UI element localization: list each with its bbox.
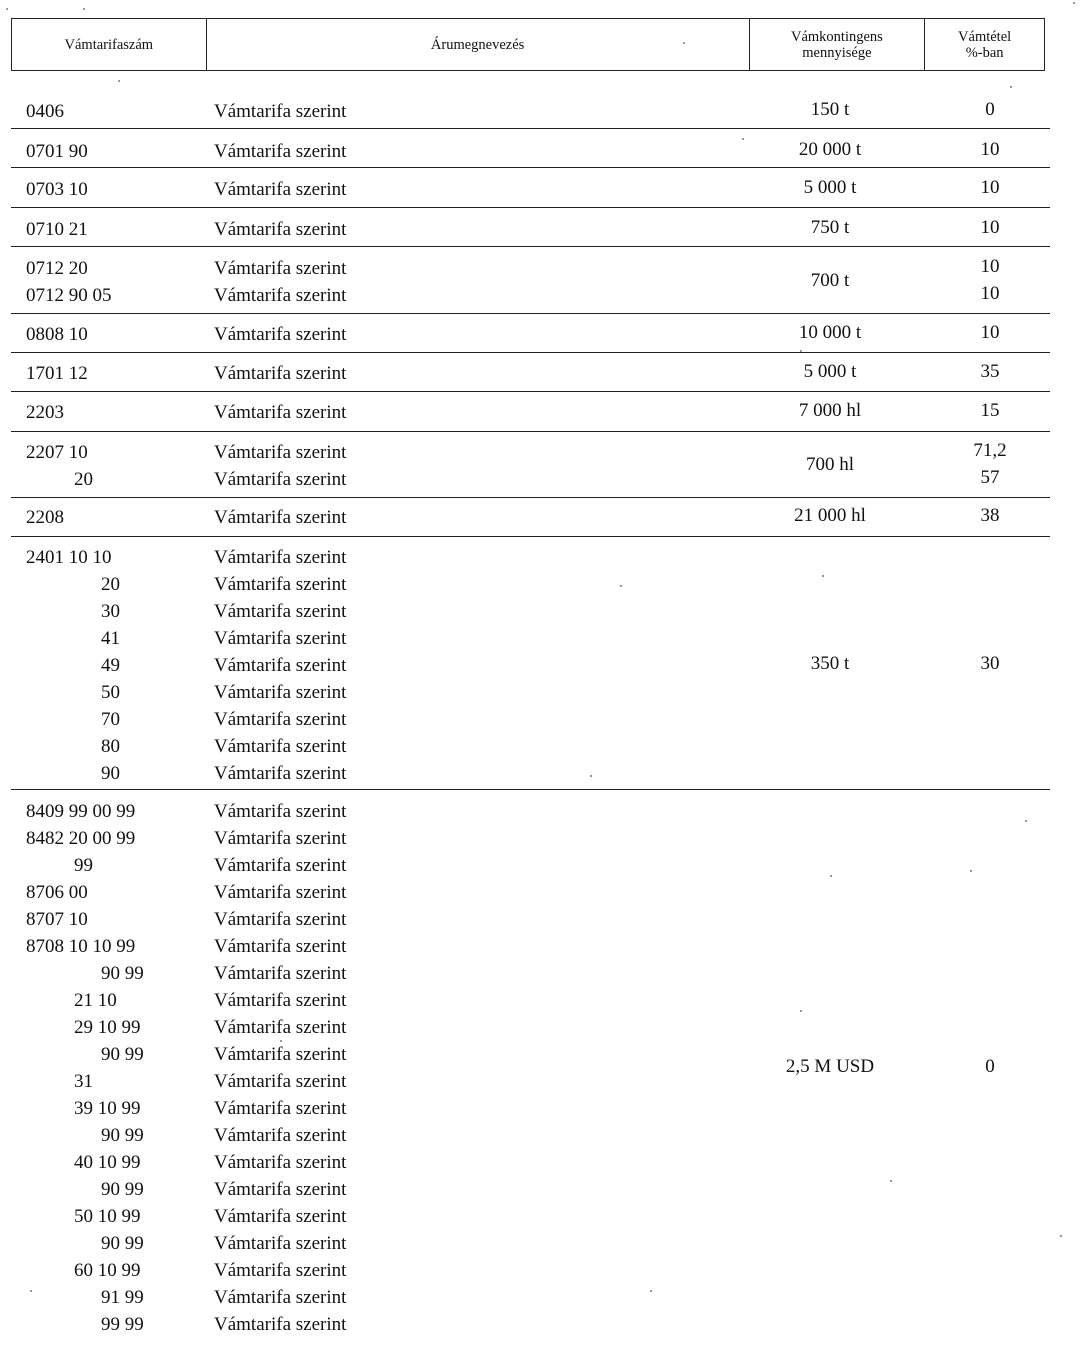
tariff-code: 39 10 99 bbox=[74, 1098, 141, 1119]
goods-name: Vámtarifa szerint bbox=[214, 1044, 347, 1065]
scan-speck bbox=[118, 80, 120, 82]
goods-name: Vámtarifa szerint bbox=[214, 1206, 347, 1227]
tariff-code: 8706 00 bbox=[26, 882, 88, 903]
goods-name: Vámtarifa szerint bbox=[214, 1071, 347, 1092]
goods-name: Vámtarifa szerint bbox=[214, 1017, 347, 1038]
tariff-code: 0406 bbox=[26, 101, 64, 122]
quota-amount: 700 t bbox=[810, 269, 850, 291]
tariff-code: 20 bbox=[74, 469, 93, 490]
goods-name: Vámtarifa szerint bbox=[214, 402, 347, 423]
tariff-code: 90 bbox=[101, 763, 120, 784]
scan-speck bbox=[800, 1010, 802, 1012]
goods-name: Vámtarifa szerint bbox=[214, 1233, 347, 1254]
goods-name: Vámtarifa szerint bbox=[214, 828, 347, 849]
tariff-code: 0712 90 05 bbox=[26, 285, 112, 306]
goods-name: Vámtarifa szerint bbox=[214, 1314, 347, 1335]
goods-name: Vámtarifa szerint bbox=[214, 574, 347, 595]
goods-name: Vámtarifa szerint bbox=[214, 1125, 347, 1146]
scan-speck bbox=[890, 1180, 892, 1182]
goods-name: Vámtarifa szerint bbox=[214, 682, 347, 703]
tariff-code: 49 bbox=[101, 655, 120, 676]
duty-rate: 10 bbox=[980, 322, 1000, 343]
goods-name: Vámtarifa szerint bbox=[214, 655, 347, 676]
goods-name: Vámtarifa szerint bbox=[214, 1179, 347, 1200]
goods-name: Vámtarifa szerint bbox=[214, 601, 347, 622]
duty-rate: 10 bbox=[980, 256, 1000, 277]
tariff-code: 20 bbox=[101, 574, 120, 595]
goods-name: Vámtarifa szerint bbox=[214, 709, 347, 730]
scan-speck bbox=[30, 1290, 32, 1292]
quota-amount: 5 000 t bbox=[803, 361, 857, 382]
scan-speck bbox=[830, 875, 832, 877]
tariff-code: 70 bbox=[101, 709, 120, 730]
goods-name: Vámtarifa szerint bbox=[214, 219, 347, 240]
scan-speck bbox=[970, 870, 972, 872]
tariff-code: 90 99 bbox=[101, 1233, 144, 1254]
scan-speck bbox=[6, 8, 8, 10]
tariff-code: 90 99 bbox=[101, 1125, 144, 1146]
quota-amount: 350 t bbox=[810, 653, 850, 674]
scan-speck bbox=[83, 8, 85, 10]
quota-amount: 150 t bbox=[810, 99, 850, 120]
tariff-code: 41 bbox=[101, 628, 120, 649]
row-separator bbox=[11, 128, 1050, 129]
scan-speck bbox=[280, 1040, 282, 1042]
goods-name: Vámtarifa szerint bbox=[214, 736, 347, 757]
duty-rate: 30 bbox=[980, 653, 1000, 674]
tariff-code: 99 99 bbox=[101, 1314, 144, 1335]
tariff-code: 0808 10 bbox=[26, 324, 88, 345]
tariff-code: 99 bbox=[74, 855, 93, 876]
goods-name: Vámtarifa szerint bbox=[214, 1287, 347, 1308]
duty-rate: 0 bbox=[985, 99, 995, 120]
tariff-code: 2401 10 10 bbox=[26, 547, 112, 568]
tariff-code: 29 10 99 bbox=[74, 1017, 141, 1038]
header-tariff-number: Vámtarifaszám bbox=[12, 19, 207, 70]
tariff-code: 50 bbox=[101, 682, 120, 703]
duty-rate: 71,2 bbox=[973, 440, 1007, 461]
tariff-code: 90 99 bbox=[101, 1044, 144, 1065]
goods-name: Vámtarifa szerint bbox=[214, 101, 347, 122]
duty-rate: 38 bbox=[980, 505, 1000, 526]
goods-name: Vámtarifa szerint bbox=[214, 1098, 347, 1119]
row-separator bbox=[11, 431, 1050, 432]
goods-name: Vámtarifa szerint bbox=[214, 909, 347, 930]
quota-amount: 21 000 hl bbox=[794, 505, 866, 526]
duty-rate: 0 bbox=[985, 1055, 995, 1077]
scan-speck bbox=[800, 350, 802, 352]
quota-amount: 2,5 M USD bbox=[785, 1055, 875, 1077]
tariff-code: 8482 20 00 99 bbox=[26, 828, 136, 849]
row-separator bbox=[11, 352, 1050, 353]
tariff-code: 2208 bbox=[26, 507, 64, 528]
duty-rate: 10 bbox=[980, 217, 1000, 238]
tariff-code: 8708 10 10 99 bbox=[26, 936, 136, 957]
scan-speck bbox=[620, 585, 622, 587]
tariff-code: 21 10 bbox=[74, 990, 117, 1011]
goods-name: Vámtarifa szerint bbox=[214, 258, 347, 279]
row-separator bbox=[11, 789, 1050, 790]
duty-rate: 35 bbox=[980, 361, 1000, 382]
tariff-code: 2203 bbox=[26, 402, 64, 423]
tariff-code: 8409 99 00 99 bbox=[26, 801, 136, 822]
row-separator bbox=[11, 207, 1050, 208]
tariff-code: 60 10 99 bbox=[74, 1260, 141, 1281]
duty-rate: 15 bbox=[980, 400, 1000, 421]
goods-name: Vámtarifa szerint bbox=[214, 442, 347, 463]
tariff-code: 90 99 bbox=[101, 963, 144, 984]
tariff-code: 0710 21 bbox=[26, 219, 88, 240]
goods-name: Vámtarifa szerint bbox=[214, 882, 347, 903]
goods-name: Vámtarifa szerint bbox=[214, 363, 347, 384]
goods-name: Vámtarifa szerint bbox=[214, 855, 347, 876]
scan-speck bbox=[1073, 2, 1075, 4]
goods-name: Vámtarifa szerint bbox=[214, 936, 347, 957]
goods-name: Vámtarifa szerint bbox=[214, 507, 347, 528]
tariff-code: 50 10 99 bbox=[74, 1206, 141, 1227]
tariff-code: 90 99 bbox=[101, 1179, 144, 1200]
scan-speck bbox=[650, 1290, 652, 1292]
tariff-code: 2207 10 bbox=[26, 442, 88, 463]
row-separator bbox=[11, 391, 1050, 392]
goods-name: Vámtarifa szerint bbox=[214, 547, 347, 568]
goods-name: Vámtarifa szerint bbox=[214, 1260, 347, 1281]
tariff-code: 0712 20 bbox=[26, 258, 88, 279]
row-separator bbox=[11, 246, 1050, 247]
row-separator bbox=[11, 497, 1050, 498]
goods-name: Vámtarifa szerint bbox=[214, 963, 347, 984]
tariff-code: 31 bbox=[74, 1071, 93, 1092]
row-separator bbox=[11, 313, 1050, 314]
tariff-code: 40 10 99 bbox=[74, 1152, 141, 1173]
tariff-code: 1701 12 bbox=[26, 363, 88, 384]
scan-speck bbox=[1060, 1235, 1062, 1237]
scan-speck bbox=[742, 138, 744, 140]
tariff-code: 0703 10 bbox=[26, 179, 88, 200]
goods-name: Vámtarifa szerint bbox=[214, 141, 347, 162]
tariff-code: 91 99 bbox=[101, 1287, 144, 1308]
goods-name: Vámtarifa szerint bbox=[214, 179, 347, 200]
scan-speck bbox=[1025, 820, 1027, 822]
goods-name: Vámtarifa szerint bbox=[214, 628, 347, 649]
row-separator bbox=[11, 167, 1050, 168]
goods-name: Vámtarifa szerint bbox=[214, 324, 347, 345]
header-duty-rate: Vámtétel %-ban bbox=[958, 28, 1012, 61]
tariff-code: 8707 10 bbox=[26, 909, 88, 930]
table-header bbox=[11, 18, 1045, 71]
row-separator bbox=[11, 536, 1050, 537]
header-goods-name: Árumegnevezés bbox=[207, 19, 750, 70]
quota-amount: 750 t bbox=[810, 217, 850, 238]
duty-rate: 10 bbox=[980, 283, 1000, 304]
goods-name: Vámtarifa szerint bbox=[214, 990, 347, 1011]
tariff-code: 80 bbox=[101, 736, 120, 757]
goods-name: Vámtarifa szerint bbox=[214, 285, 347, 306]
goods-name: Vámtarifa szerint bbox=[214, 1152, 347, 1173]
quota-amount: 5 000 t bbox=[803, 177, 857, 198]
goods-name: Vámtarifa szerint bbox=[214, 469, 347, 490]
duty-rate: 10 bbox=[980, 139, 1000, 160]
scan-speck bbox=[683, 42, 685, 44]
scan-speck bbox=[590, 775, 592, 777]
tariff-code: 30 bbox=[101, 601, 120, 622]
quota-amount: 700 hl bbox=[805, 453, 855, 475]
duty-rate: 57 bbox=[980, 467, 1000, 488]
goods-name: Vámtarifa szerint bbox=[214, 763, 347, 784]
scan-speck bbox=[822, 575, 824, 577]
header-quota-amount: Vámkontingens mennyisége bbox=[750, 19, 926, 70]
quota-amount: 10 000 t bbox=[798, 322, 862, 343]
quota-amount: 20 000 t bbox=[798, 139, 862, 160]
tariff-code: 0701 90 bbox=[26, 141, 88, 162]
quota-amount: 7 000 hl bbox=[798, 400, 862, 421]
goods-name: Vámtarifa szerint bbox=[214, 801, 347, 822]
scan-speck bbox=[1010, 86, 1012, 88]
duty-rate: 10 bbox=[980, 177, 1000, 198]
